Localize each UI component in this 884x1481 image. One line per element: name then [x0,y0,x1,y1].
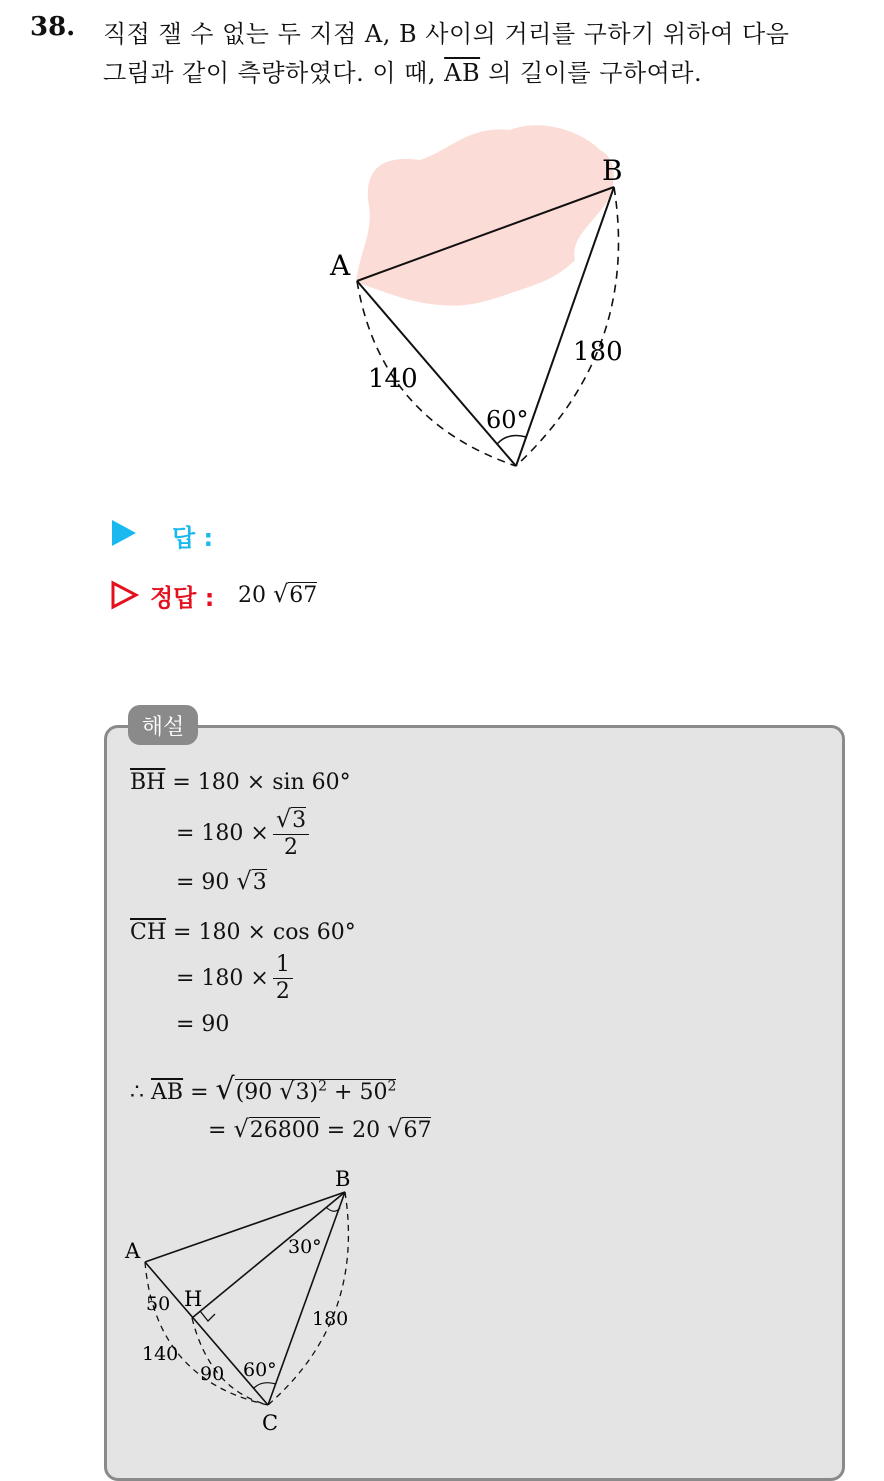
ab-sq2: 2 [387,1078,397,1095]
ch-den: 2 [275,979,290,1004]
ab-line-2 [208,1115,431,1143]
answer-arrow-icon [112,520,136,546]
label-b: B [602,154,623,187]
bh-lhs: $\overline{BH}$ [130,770,166,795]
ab-plus: + 50 [334,1080,388,1105]
correct-radicand: 67 [289,583,318,608]
ab-sq: 2 [318,1078,328,1095]
fig2-label-c: C [262,1411,279,1435]
ab-l2-radicand: 26800 [249,1118,320,1143]
correct-answer [238,580,317,608]
bh-line-1 [130,770,351,795]
label-a: A [330,249,351,282]
label-side-ac: 140 [368,364,418,394]
fig2-label-90: 90 [200,1363,225,1385]
fig2-label-b: B [335,1167,351,1191]
fig2-label-50: 50 [146,1293,171,1315]
ab-l2-mid: = 20 [326,1118,381,1143]
ch-lhs: $\overline{CH}$ [130,920,167,945]
ch-fraction [273,952,293,1005]
correct-arrow-icon [110,580,140,610]
question-line-2-post: 의 길이를 구하여라. [480,59,703,87]
ch-num: 1 [273,952,293,979]
sqrt-icon: √ [215,1072,235,1107]
ab-inner-radicand: 3 [295,1080,310,1105]
correct-coef: 20 [238,583,266,608]
sqrt-icon: √ [233,1115,249,1143]
fig2-label-30: 30° [288,1236,322,1258]
bh-line-2 [176,806,309,861]
sqrt-icon: √ [273,580,289,608]
fig2-label-60: 60° [243,1359,277,1381]
ch-l1: = 180 × cos 60° [173,920,356,945]
survey-figure [310,110,670,490]
bh-num: 3 [292,808,307,833]
ab-line-1 [130,1072,396,1107]
bh-l1: = 180 × sin 60° [172,770,351,795]
question-line-1: 직접 잴 수 없는 두 지점 A, B 사이의 거리를 구하기 위하여 다음 [103,20,790,48]
fig2-angle-b-arc [326,1207,340,1211]
bh-line-3 [176,867,267,895]
ab-inner-coef: 90 [244,1080,273,1105]
fig2-label-a: A [125,1239,141,1263]
ch-line-2 [176,952,293,1005]
sqrt-icon: √ [387,1115,403,1143]
solution-tag: 해설 [128,705,198,745]
sqrt-icon: √ [236,867,252,895]
sqrt-icon: √ [275,805,292,833]
ab-l2-eq: = [208,1118,227,1143]
question-number: 38. [30,12,76,42]
bh-l3-radicand: 3 [252,870,267,895]
ab-eq: = [190,1080,209,1105]
label-side-bc: 180 [573,337,623,367]
segment-ab: $\overline{AB}$ [444,59,481,87]
bh-l3-pre: = 90 [176,870,230,895]
fig2-label-140: 140 [142,1343,179,1365]
answer-label: 답 : [172,524,214,552]
fig2-label-h: H [184,1287,203,1311]
label-angle-c: 60° [486,406,529,434]
therefore-symbol: ∴ [130,1080,144,1105]
lake-blob [356,125,614,305]
fig2-angle-c-arc [254,1383,276,1388]
ab-radicand: (90 $√3)^2 + 50^2$ [235,1077,397,1105]
right-angle-mark [200,1311,215,1321]
solution-figure [115,1160,375,1440]
bh-l2-pre: = 180 × [176,821,269,846]
ab-lhs: $\overline{AB}$ [151,1080,184,1105]
ab-l2-radicand2: 67 [403,1118,432,1143]
bh-den: 2 [284,835,298,860]
question-line-2-pre: 그림과 같이 측량하였다. 이 때, [103,59,445,87]
sqrt-icon: √ [279,1077,295,1105]
ch-line-1 [130,920,356,945]
correct-label: 정답 : [150,584,215,612]
bh-fraction [273,806,309,861]
angle-c-arc [497,436,526,444]
ch-line-3: = 90 [176,1012,230,1037]
question-line-2 [103,53,702,88]
fig2-label-180: 180 [312,1308,349,1330]
ch-l2-pre: = 180 × [176,966,269,991]
